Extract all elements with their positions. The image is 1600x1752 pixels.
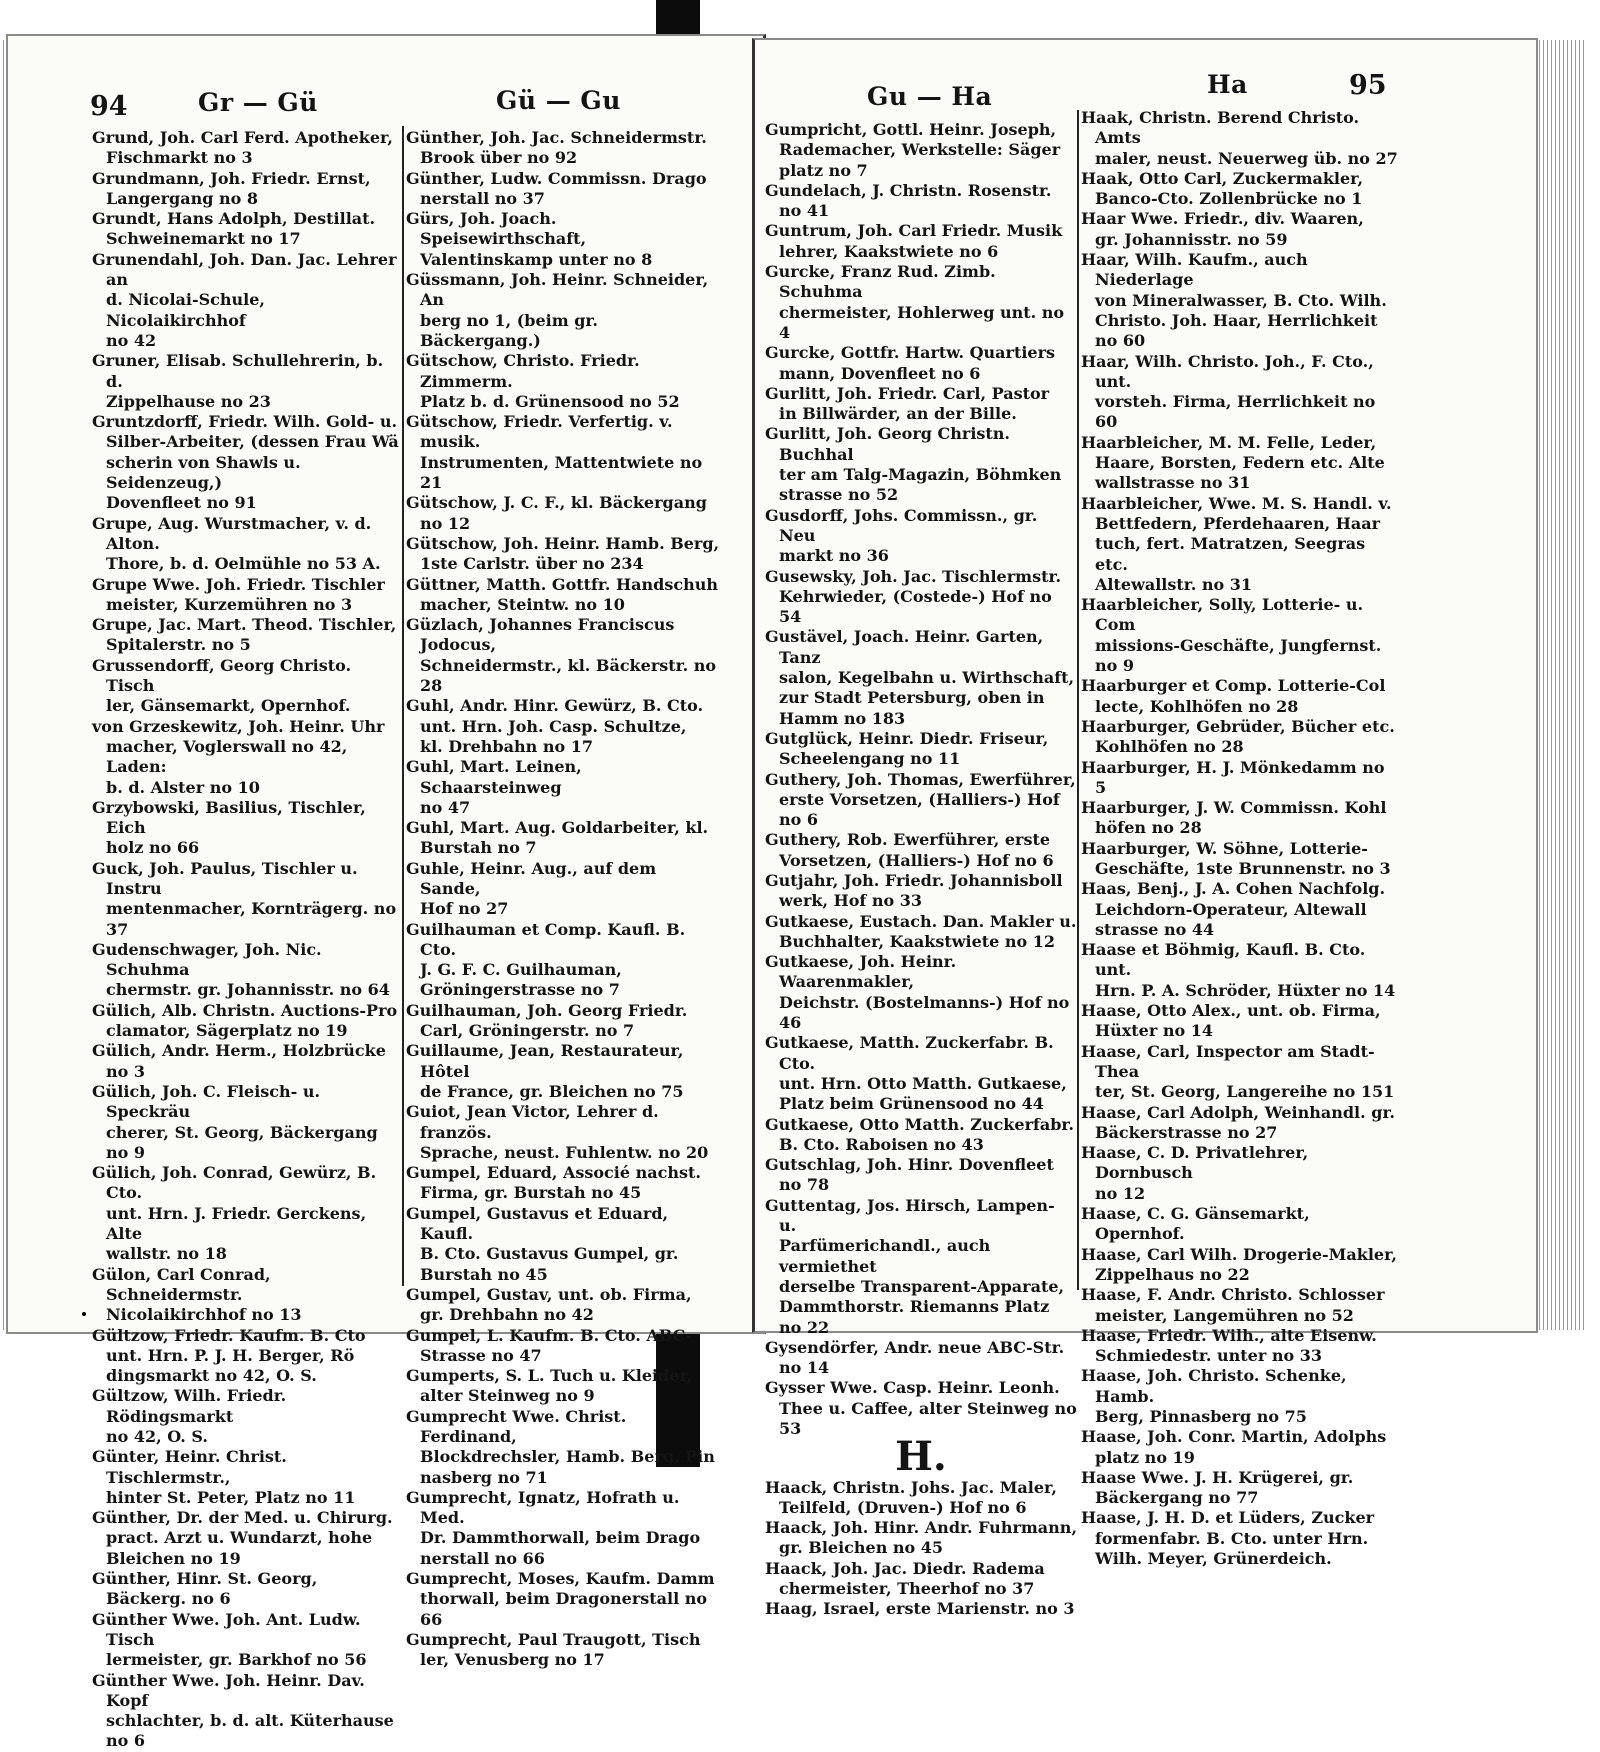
right-page <box>752 38 1538 1619</box>
directory-entry: Grupe, Aug. Wurstmacher, v. d. Alton. Thore, b. d. Oelmühle no 53 A. <box>92 513 381 574</box>
directory-entry: Haar Wwe. Friedr., div. Waaren, gr. Johannisstr. no 59 <box>1081 209 1364 249</box>
directory-entry: Grundmann, Joh. Friedr. Ernst, Langergang no 8 <box>92 168 371 208</box>
directory-entry: Gutkaese, Otto Matth. Zuckerfabr. B. Cto. Raboisen no 43 <box>765 1114 1074 1154</box>
directory-entry: Haase, Joh. Conr. Martin, Adolphs platz no 19 <box>1081 1427 1387 1467</box>
directory-entry: Gurcke, Gottfr. Hartw. Quartiers mann, Dovenfleet no 6 <box>765 343 1056 383</box>
directory-entry: Haarbleicher, Wwe. M. S. Handl. v. Bettfedern, Pferdehaaren, Haar tuch, fert. Matratzen, Seegras etc. Altewallstr. no 31 <box>1081 493 1392 594</box>
directory-entry: Haack, Joh. Jac. Diedr. Radema chermeister, Theerhof no 37 <box>765 1558 1045 1599</box>
directory-entry: Grupe, Jac. Mart. Theod. Tischler, Spitalerstr. no 5 <box>92 615 397 655</box>
directory-entry: Haarbleicher, Solly, Lotterie- u. Com missions-Geschäfte, Jungfernst. no 9 <box>1081 595 1382 676</box>
directory-entry: Günther, Ludw. Commissn. Drago nerstall no 37 <box>406 168 707 208</box>
directory-entry: Gütschow, Christo. Friedr. Zimmerm. Platz b. d. Grünensood no 52 <box>406 351 680 411</box>
directory-entry: Guhl, Mart. Aug. Goldarbeiter, kl. Burstah no 7 <box>406 818 709 858</box>
directory-entry: Haase, Joh. Christo. Schenke, Hamb. Berg, Pinnasberg no 75 <box>1081 1366 1347 1426</box>
page-stack-right <box>1536 40 1586 1330</box>
header-right-col2: Ha <box>1207 70 1248 99</box>
directory-entry: Haar, Wilh. Kaufm., auch Niederlage von Mineralwasser, B. Cto. Wilh. Christo. Joh. Haar, Herrlichkeit no 60 <box>1081 250 1387 351</box>
directory-entry: Gutkaese, Joh. Heinr. Waarenmakler, Deichstr. (Bostelmanns-) Hof no 46 <box>765 952 1070 1033</box>
right-page-column-1 <box>765 120 1077 1620</box>
directory-entry: Gütschow, J. C. F., kl. Bäckergang no 12 <box>406 493 707 533</box>
directory-entry: Günther, Joh. Jac. Schneidermstr. Brook über no 92 <box>406 128 707 168</box>
directory-entry: Gürs, Joh. Joach. Speisewirthschaft, Valentinskamp unter no 8 <box>406 209 653 269</box>
directory-entry: Grunendahl, Joh. Dan. Jac. Lehrer an d. Nicolai-Schule, Nicolaikirchhof no 42 <box>92 249 397 350</box>
directory-entry: Gumprecht Wwe. Christ. Ferdinand, Blockdrechsler, Hamb. Berg, Pin nasberg no 71 <box>406 1406 715 1487</box>
directory-entry: Gutkaese, Matth. Zuckerfabr. B. Cto. unt. Hrn. Otto Matth. Gutkaese, Platz beim Grünensood no 44 <box>765 1033 1067 1114</box>
page-number-right: 95 <box>1349 70 1387 101</box>
directory-entry: Guthery, Joh. Thomas, Ewerführer, erste Vorsetzen, (Halliers-) Hof no 6 <box>765 769 1076 830</box>
directory-entry: Haase, Carl Adolph, Weinhandl. gr. Bäckerstrasse no 27 <box>1081 1102 1395 1142</box>
directory-entry: Haase, Carl, Inspector am Stadt-Thea ter, St. Georg, Langereihe no 151 <box>1081 1041 1395 1102</box>
left-page-column-1 <box>92 128 402 1752</box>
directory-entry: Gysser Wwe. Casp. Heinr. Leonh. Thee u. Caffee, alter Steinweg no 53 <box>765 1378 1077 1438</box>
column-divider <box>402 126 404 1286</box>
directory-entry: Gustävel, Joach. Heinr. Garten, Tanz salon, Kegelbahn u. Wirthschaft, zur Stadt Petersburg, oben in Hamm no 183 <box>765 627 1075 728</box>
directory-entry: Gutschlag, Joh. Hinr. Dovenfleet no 78 <box>765 1155 1054 1195</box>
directory-entry: Gumpel, Gustavus et Eduard, Kaufl. B. Cto. Gustavus Gumpel, gr. Burstah no 45 <box>406 1203 679 1284</box>
directory-entry: Haase, Otto Alex., unt. ob. Firma, Hüxter no 14 <box>1081 1001 1381 1041</box>
directory-entry: Haak, Otto Carl, Zuckermakler, Banco-Cto. Zollenbrücke no 1 <box>1081 168 1364 209</box>
directory-entry: Haas, Benj., J. A. Cohen Nachfolg. Leichdorn-Operateur, Altewall strasse no 44 <box>1081 879 1386 939</box>
directory-entry: Gumprecht, Paul Traugott, Tisch ler, Venusberg no 17 <box>406 1629 701 1670</box>
directory-entry: Gumpel, L. Kaufm. B. Cto. ABC- Strasse no 47 <box>406 1325 692 1365</box>
directory-entry: Gülich, Andr. Herm., Holzbrücke no 3 <box>92 1041 386 1081</box>
directory-entry: Haarburger, Gebrüder, Bücher etc. Kohlhöfen no 28 <box>1081 716 1395 757</box>
left-page <box>6 34 766 1751</box>
directory-entry: Gysendörfer, Andr. neue ABC-Str. no 14 <box>765 1337 1065 1378</box>
directory-entry: Günther, Dr. der Med. u. Chirurg. pract. Arzt u. Wundarzt, hohe Bleichen no 19 <box>92 1508 393 1568</box>
directory-entry: Gundelach, J. Christn. Rosenstr. no 41 <box>765 180 1052 221</box>
directory-entry: Gülich, Joh. Conrad, Gewürz, B. Cto. unt. Hrn. J. Friedr. Gerckens, Alte wallstr. no 18 <box>92 1163 377 1264</box>
directory-entry: Gutjahr, Joh. Friedr. Johannisboll werk, Hof no 33 <box>765 870 1063 911</box>
directory-entry: Gumpel, Gustav, unt. ob. Firma, gr. Drehbahn no 42 <box>406 1284 692 1325</box>
directory-entry: Gumprecht, Ignatz, Hofrath u. Med. Dr. Dammthorwall, beim Drago nerstall no 66 <box>406 1487 701 1568</box>
directory-entry: Haase, J. H. D. et Lüders, Zucker formenfabr. B. Cto. unter Hrn. Wilh. Meyer, Grünerdeich. <box>1081 1508 1375 1569</box>
directory-entry: Haase et Böhmig, Kaufl. B. Cto. unt. Hrn. P. A. Schröder, Hüxter no 14 <box>1081 940 1396 1000</box>
directory-entry: Haase Wwe. J. H. Krügerei, gr. Bäckergang no 77 <box>1081 1467 1354 1508</box>
directory-entry: Guhle, Heinr. Aug., auf dem Sande, Hof no 27 <box>406 858 657 919</box>
directory-entry: Guhl, Andr. Hinr. Gewürz, B. Cto. unt. Hrn. Joh. Casp. Schultze, kl. Drehbahn no 17 <box>406 696 704 756</box>
ink-mark <box>82 1312 86 1316</box>
directory-entry: Gülich, Joh. C. Fleisch- u. Speckräu cherer, St. Georg, Bäckergang no 9 <box>92 1081 378 1162</box>
directory-entry: Haack, Joh. Hinr. Andr. Fuhrmann, gr. Bleichen no 45 <box>765 1518 1078 1558</box>
directory-entry: Haak, Christn. Berend Christo. Amts maler, neust. Neuerweg üb. no 27 <box>1081 108 1398 168</box>
directory-entry: Grzybowski, Basilius, Tischler, Eich holz no 66 <box>92 797 366 858</box>
directory-entry: Günther Wwe. Joh. Heinr. Dav. Kopf schlachter, b. d. alt. Küterhause no 6 <box>92 1670 394 1751</box>
directory-entry: Grussendorff, Georg Christo. Tisch ler, Gänsemarkt, Opernhof. <box>92 655 352 716</box>
directory-entry: Gumpel, Eduard, Associé nachst. Firma, gr. Burstah no 45 <box>406 1163 701 1203</box>
directory-entry: Guillaume, Jean, Restaurateur, Hôtel de France, gr. Bleichen no 75 <box>406 1041 684 1101</box>
directory-entry: Haarburger, W. Söhne, Lotterie- Geschäfte, 1ste Brunnenstr. no 3 <box>1081 838 1391 878</box>
directory-entry: Guthery, Rob. Ewerführer, erste Vorsetzen, (Halliers-) Hof no 6 <box>765 830 1054 870</box>
header-left-col1: Gr — Gü <box>198 88 318 117</box>
directory-entry: Haarburger, H. J. Mönkedamm no 5 <box>1081 757 1385 797</box>
directory-entry: Gruntzdorff, Friedr. Wilh. Gold- u. Silber-Arbeiter, (dessen Frau Wä scherin von Shawls u. Seidenzeug,) Dovenfleet no 91 <box>92 412 399 513</box>
directory-entry: Gültzow, Friedr. Kaufm. B. Cto unt. Hrn. P. J. H. Berger, Rö dingsmarkt no 42, O. S. <box>92 1325 366 1386</box>
directory-entry: Guttentag, Jos. Hirsch, Lampen- u. Parfümerichandl., auch vermiethet derselbe Transparent-Apparate, Dammthorstr. Riemanns Platz no 22 <box>765 1195 1065 1337</box>
directory-entry: Guhl, Mart. Leinen, Schaarsteinweg no 47 <box>406 757 582 817</box>
directory-entry: Günther, Hinr. St. Georg, Bäckerg. no 6 <box>92 1569 318 1609</box>
directory-entry: Gruner, Elisab. Schullehrerin, b. d. Zippelhause no 23 <box>92 351 384 411</box>
directory-entry: Grupe Wwe. Joh. Friedr. Tischler meister, Kurzemühren no 3 <box>92 574 385 614</box>
directory-entry: Haarburger, J. W. Commissn. Kohl höfen no 28 <box>1081 798 1387 838</box>
directory-entry: Haarbleicher, M. M. Felle, Leder, Haare, Borsten, Federn etc. Alte wallstrasse no 31 <box>1081 432 1385 493</box>
section-letter: H. <box>895 1433 947 1481</box>
directory-entry: Gültzow, Wilh. Friedr. Rödingsmarkt no 42, O. S. <box>92 1386 287 1446</box>
directory-entry: Gusdorff, Johs. Commissn., gr. Neu markt no 36 <box>765 505 1038 566</box>
directory-entry: Grundt, Hans Adolph, Destillat. Schweinemarkt no 17 <box>92 209 376 249</box>
directory-entry: Gumprecht, Moses, Kaufm. Damm thorwall, beim Dragonerstall no 66 <box>406 1569 715 1629</box>
header-left-col2: Gü — Gu <box>496 86 621 115</box>
directory-entry: Grund, Joh. Carl Ferd. Apotheker, Fischmarkt no 3 <box>92 128 393 168</box>
directory-entry: Haase, Friedr. Wilh., alte Eisenw. Schmiedestr. unter no 33 <box>1081 1325 1377 1366</box>
header-right-col1: Gu — Ha <box>867 82 993 111</box>
directory-entry: Güttner, Matth. Gottfr. Handschuh macher, Steintw. no 10 <box>406 574 718 614</box>
directory-entry: Guntrum, Joh. Carl Friedr. Musik lehrer, Kaakstwiete no 6 <box>765 221 1063 261</box>
directory-entry: Haag, Israel, erste Marienstr. no 3 <box>765 1599 1075 1619</box>
page-number-left: 94 <box>90 91 128 122</box>
directory-entry: Gurcke, Franz Rud. Zimb. Schuhma chermeister, Hohlerweg unt. no 4 <box>765 262 1065 342</box>
directory-entry: Haack, Christn. Johs. Jac. Maler, Teilfeld, (Druven-) Hof no 6 <box>765 1477 1057 1517</box>
directory-entry: Haase, F. Andr. Christo. Schlosser meister, Langemühren no 52 <box>1081 1285 1385 1325</box>
column-divider <box>1077 110 1079 1290</box>
directory-entry: Gudenschwager, Joh. Nic. Schuhma chermstr. gr. Johannisstr. no 64 <box>92 939 390 1000</box>
directory-entry: Haarburger et Comp. Lotterie-Col lecte, Kohlhöfen no 28 <box>1081 676 1386 716</box>
directory-entry: Güssmann, Joh. Heinr. Schneider, An berg no 1, (beim gr. Bäckergang.) <box>406 270 709 350</box>
right-page-column-2 <box>1081 108 1401 1569</box>
directory-entry: Gütschow, Friedr. Verfertig. v. musik. Instrumenten, Mattentwiete no 21 <box>406 412 703 493</box>
directory-entry: Gütschow, Joh. Heinr. Hamb. Berg, 1ste Carlstr. über no 234 <box>406 533 720 574</box>
directory-entry: Gurlitt, Joh. Georg Christn. Buchhal ter am Talg-Magazin, Böhmken strasse no 52 <box>765 424 1062 505</box>
directory-entry: Günther Wwe. Joh. Ant. Ludw. Tisch lermeister, gr. Barkhof no 56 <box>92 1609 367 1670</box>
directory-entry: Haase, Carl Wilh. Drogerie-Makler, Zippelhaus no 22 <box>1081 1244 1397 1284</box>
directory-entry: Guiot, Jean Victor, Lehrer d. französ. Sprache, neust. Fuhlentw. no 20 <box>406 1102 709 1162</box>
directory-entry: Gülich, Alb. Christn. Auctions-Pro clamator, Sägerplatz no 19 <box>92 1000 398 1041</box>
directory-entry: Gusewsky, Joh. Jac. Tischlermstr. Kehrwieder, (Costede-) Hof no 54 <box>765 566 1062 627</box>
directory-entry: Günter, Heinr. Christ. Tischlermstr., hinter St. Peter, Platz no 11 <box>92 1447 356 1507</box>
directory-entry: Haar, Wilh. Christo. Joh., F. Cto., unt. vorsteh. Firma, Herrlichkeit no 60 <box>1081 351 1376 432</box>
directory-entry: Gutglück, Heinr. Diedr. Friseur, Scheelengang no 11 <box>765 728 1049 769</box>
directory-entry: Guilhauman et Comp. Kaufl. B. Cto. J. G. F. C. Guilhauman, Gröningerstrasse no 7 <box>406 919 686 1000</box>
directory-entry: Gutkaese, Eustach. Dan. Makler u. Buchhalter, Kaakstwiete no 12 <box>765 911 1077 951</box>
directory-entry: Guck, Joh. Paulus, Tischler u. Instru mentenmacher, Kornträgerg. no 37 <box>92 858 397 939</box>
directory-entry: Güzlach, Johannes Franciscus Jodocus, Schneidermstr., kl. Bäckerstr. no 28 <box>406 615 717 696</box>
directory-entry: Gumperts, S. L. Tuch u. Kleider, alter Steinweg no 9 <box>406 1366 693 1406</box>
left-page-column-2 <box>406 128 721 1671</box>
directory-entry: Haase, C. G. Gänsemarkt, Opernhof. <box>1081 1204 1310 1244</box>
directory-entry: Guilhauman, Joh. Georg Friedr. Carl, Gröningerstr. no 7 <box>406 1000 688 1041</box>
directory-entry: von Grzeskewitz, Joh. Heinr. Uhr macher, Voglerswall no 42, Laden: b. d. Alster no 10 <box>92 716 385 797</box>
directory-entry: Gurlitt, Joh. Friedr. Carl, Pastor in Billwärder, an der Bille. <box>765 383 1050 424</box>
directory-entry: Haase, C. D. Privatlehrer, Dornbusch no 12 <box>1081 1143 1309 1203</box>
directory-entry: Gumpricht, Gottl. Heinr. Joseph, Rademacher, Werkstelle: Säger platz no 7 <box>765 120 1061 180</box>
directory-entry: Gülon, Carl Conrad, Schneidermstr. Nicolaikirchhof no 13 <box>92 1264 302 1325</box>
